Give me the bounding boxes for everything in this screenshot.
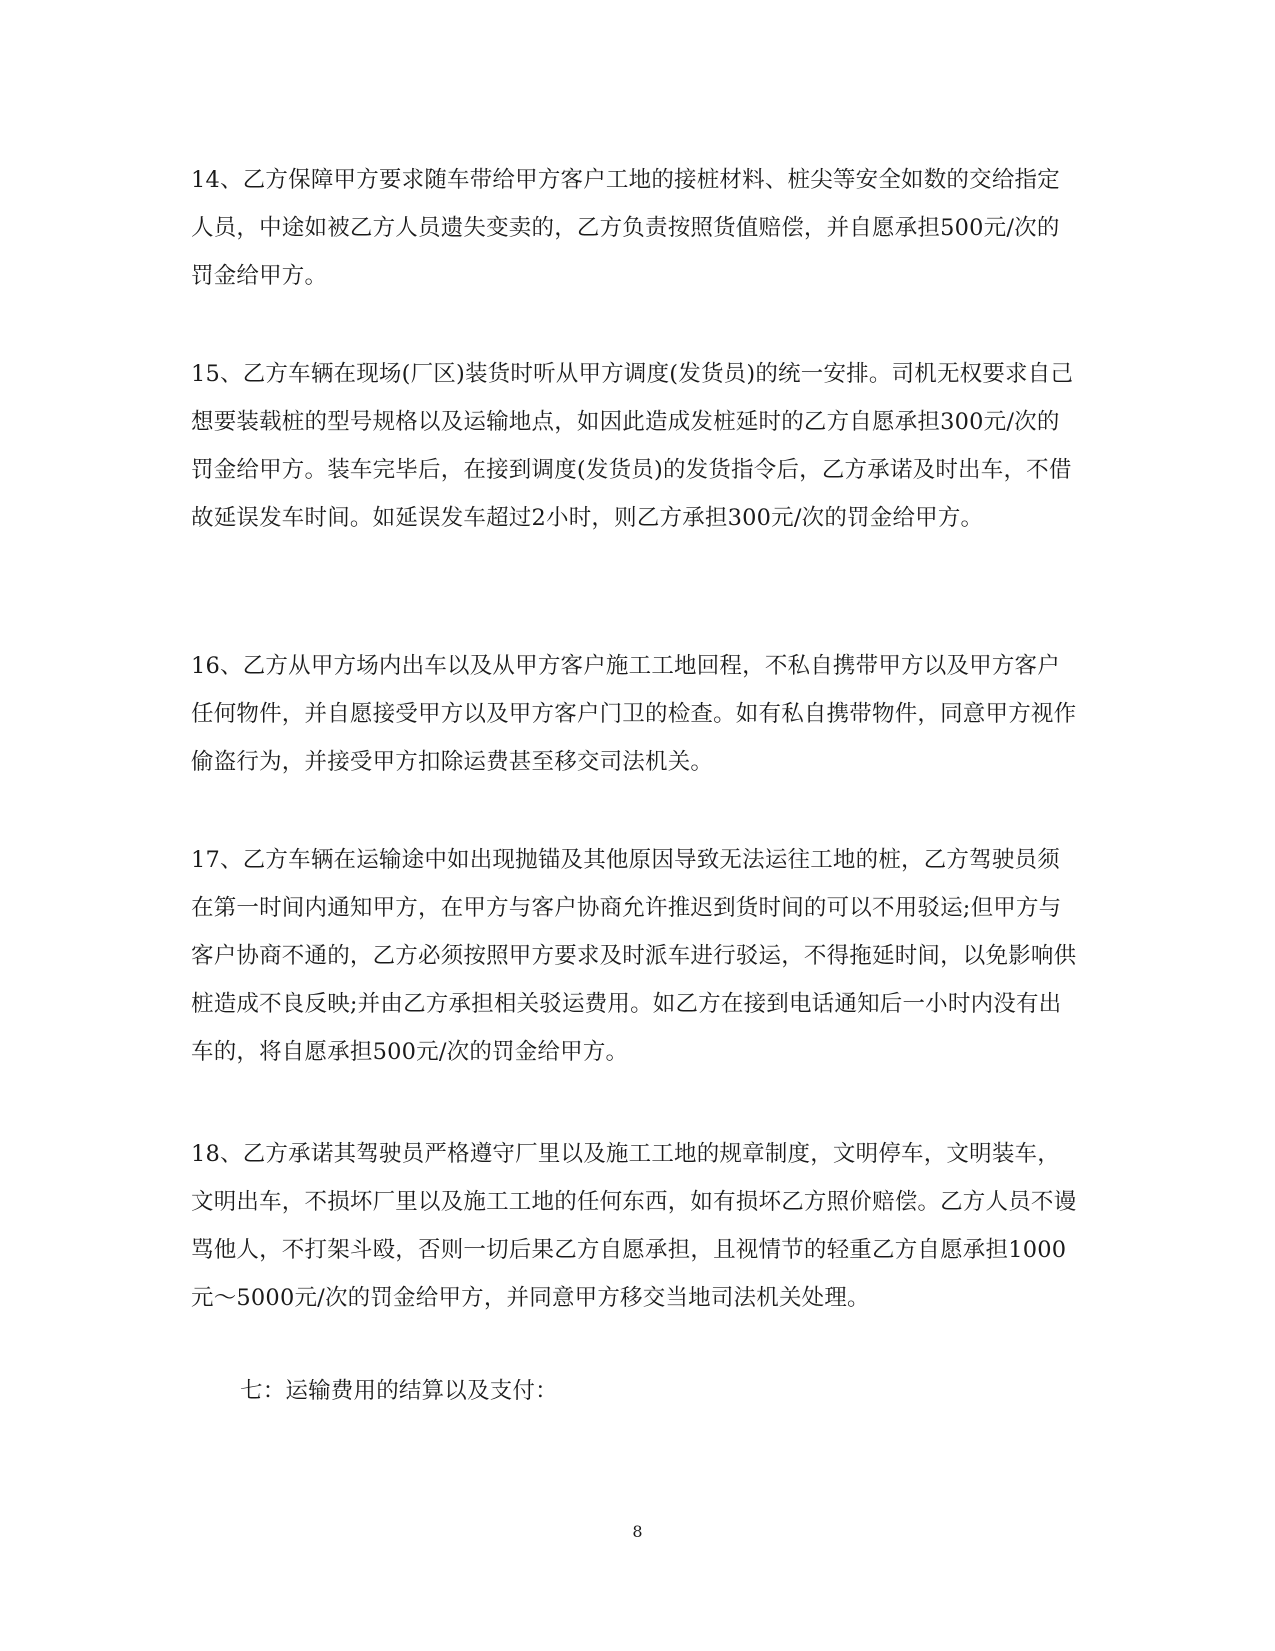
- clause-15: 15、乙方车辆在现场(厂区)装货时听从甲方调度(发货员)的统一安排。司机无权要求自己想要装载桩的型号规格以及运输地点，如因此造成发桩延时的乙方自愿承担300元/次的罚金给甲方。装车完毕后，在接到调度(发货员)的发货指令后，乙方承诺及时出车，不借故延误发车时间。如延误发车超过2小时，则乙方承担300元/次的罚金给甲方。: [191, 361, 1074, 531]
- clause-14: 14、乙方保障甲方要求随车带给甲方客户工地的接桩材料、桩尖等安全如数的交给指定人员，中途如被乙方人员遗失变卖的，乙方负责按照货值赔偿，并自愿承担500元/次的罚金给甲方。: [191, 167, 1060, 289]
- clause-16: 16、乙方从甲方场内出车以及从甲方客户施工工地回程，不私自携带甲方以及甲方客户任何物件，并自愿接受甲方以及甲方客户门卫的检查。如有私自携带物件，同意甲方视作偷盗行为，并接受甲方扣除运费甚至移交司法机关。: [191, 653, 1077, 775]
- clause-18: 18、乙方承诺其驾驶员严格遵守厂里以及施工工地的规章制度，文明停车，文明装车，文明出车，不损坏厂里以及施工工地的任何东西，如有损坏乙方照价赔偿。乙方人员不谩骂他人，不打架斗殴，否则一切后果乙方自愿承担，且视情节的轻重乙方自愿承担1000元～5000元/次的罚金给甲方，并同意甲方移交当地司法机关处理。: [191, 1141, 1077, 1311]
- clause-17: 17、乙方车辆在运输途中如出现抛锚及其他原因导致无法运往工地的桩，乙方驾驶员须在第一时间内通知甲方，在甲方与客户协商允许推迟到货时间的可以不用驳运;但甲方与客户协商不通的，乙方必须按照甲方要求及时派车进行驳运，不得拖延时间，以免影响供桩造成不良反映;并由乙方承担相关驳运费用。如乙方在接到电话通知后一小时内没有出车的，将自愿承担500元/次的罚金给甲方。: [191, 847, 1077, 1065]
- page-number: 8: [632, 1522, 643, 1541]
- section-heading-7: 七：运输费用的结算以及支付：: [240, 1378, 558, 1404]
